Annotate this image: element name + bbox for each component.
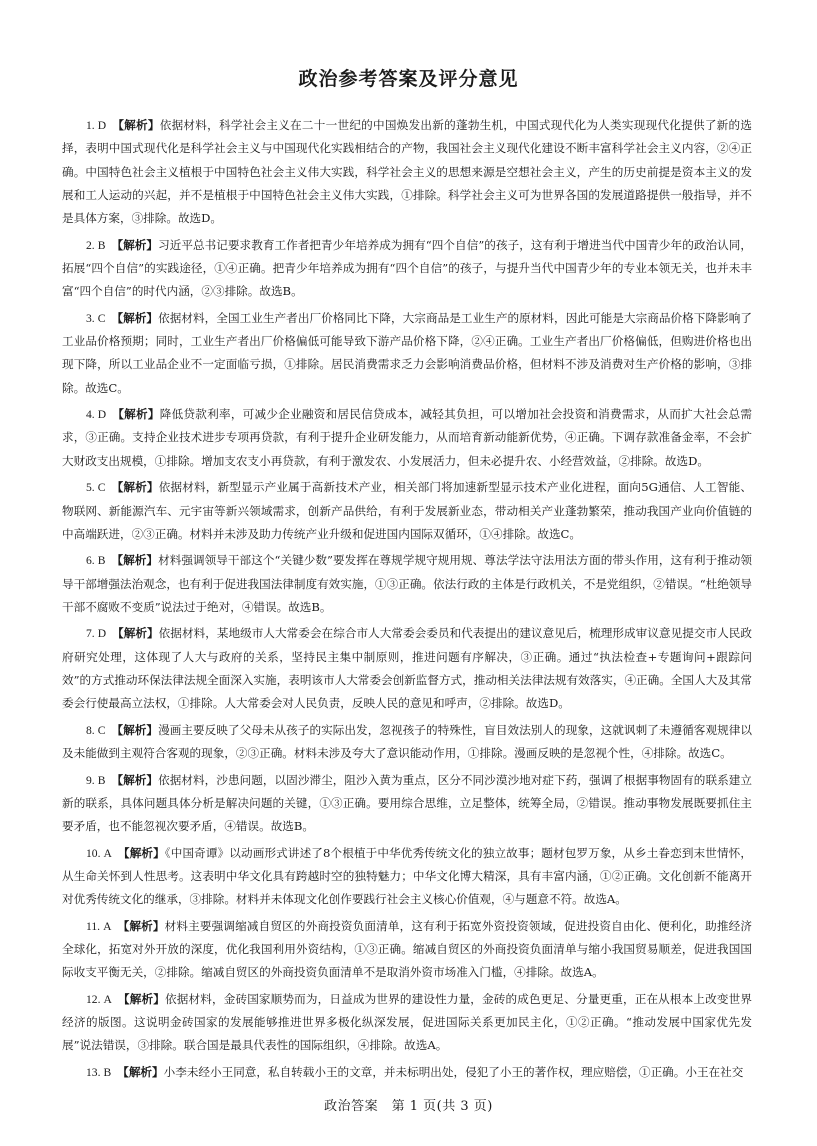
analysis-text: 依据材料，新型显示产业属于高新技术产业，相关部门将加速新型显示技术产业化进程，面向5G通信、人工智能、物联网、新能源汽车、元宇宙等新兴领域需求，创新产品供给，有利于发展新业态，带动相关产业蓬勃繁荣，推动我国产业向价值链的中高端跃进，②③正确。材料并未涉及助力传统产业升级和促进国内国际双循环，①④排除。故选C。 <box>62 480 752 541</box>
question-number: 10. <box>86 846 101 860</box>
analysis-tag: 【解析】 <box>117 845 165 860</box>
analysis-text: 降低贷款利率，可减少企业融资和居民信贷成本，减轻其负担，可以增加社会投资和消费需求，从而扩大社会总需求，③正确。支持企业技术进步专项再贷款，有利于提升企业研发能力，从而培育新动能新优势，④正确。下调存款准备金率，不会扩大财政支出规模，①排除。增加支农支小再贷款，有利于激发农、小发展活力，但未必提升农、小经营效益，②排除。故选D。 <box>62 407 752 468</box>
answer-list <box>62 114 752 1087</box>
analysis-tag: 【解析】 <box>112 407 160 422</box>
answer-item <box>62 622 752 715</box>
question-number: 1. <box>86 119 95 132</box>
answer-item <box>62 114 752 230</box>
answer-item <box>62 307 752 400</box>
answer-letter: C <box>97 481 106 495</box>
analysis-text: 依据材料，全国工业生产者出厂价格同比下降，大宗商品是工业生产的原材料，因此可能是大宗商品价格下降影响了工业品价格预期；同时，工业生产者出厂价格偏低可能导致下游产品价格下降，②④正确。工业生产者出厂价格偏低，但购进价格也出现下降，所以工业品企业不一定面临亏损，①排除。居民消费需求乏力会影响消费品价格，但材料不涉及消费对生产价格的影响，③排除。故选C。 <box>62 310 752 395</box>
analysis-text: 习近平总书记要求教育工作者把青少年培养成为拥有“四个自信”的孩子，这有利于增进当代中国青少年的政治认同，拓展“四个自信”的实践途径，①④正确。把青少年培养成为拥有“四个自信”的孩子，与提升当代中国青少年的专业本领无关，也并未丰富“四个自信”的时代内涵，②③排除。故选B。 <box>62 237 752 299</box>
analysis-text: 依据材料，科学社会主义在二十一世纪的中国焕发出新的蓬勃生机，中国式现代化为人类实现现代化提供了新的选择，表明中国式现代化是科学社会主义与中国现代化实践相结合的产物，我国社会主义现代化建设不断丰富科学社会主义内容，②④正确。中国特色社会主义植根于中国特色社会主义伟大实践，科学社会主义的思想来源是空想社会主义，产生的历史前提是资本主义的发展和工人运动的兴起，并不是植根于中国特色社会主义伟大实践，①排除。科学社会主义可为世界各国的发展道路提供一般指导，并不是具体方案，③排除。故选D。 <box>62 118 752 226</box>
answer-item <box>62 476 752 546</box>
answer-item <box>62 842 752 912</box>
analysis-tag: 【解析】 <box>111 310 159 325</box>
answer-letter: B <box>97 554 106 568</box>
page-footer: 政治答案 第 1 页(共 3 页) <box>324 1099 493 1114</box>
question-number: 8. <box>86 723 95 737</box>
analysis-text: 小李未经小王同意，私自转载小王的文章，并未标明出处，侵犯了小王的著作权，理应赔偿，①正确。小王在社交 <box>163 1064 744 1079</box>
question-number: 5. <box>86 481 95 495</box>
answer-letter: C <box>97 311 106 325</box>
analysis-text: 《中国奇谭》以动画形式讲述了8个根植于中华优秀传统文化的独立故事；题材包罗万象，从乡土眷恋到末世情怀，从生命关怀到人性思考。这表明中华文化具有跨越时空的独特魅力；中华文化博大精深，具有丰富内涵，①②正确。文化创新不能离开对优秀传统文化的继承，③排除。材料并未体现文化创作要践行社会主义核心价值观，④与题意不符。故选A。 <box>62 845 752 907</box>
analysis-text: 依据材料，沙患问题，以固沙滞尘，阻沙入黄为重点，区分不同沙漠沙地对症下药，强调了根据事物固有的联系建立新的联系，具体问题具体分析是解决问题的关键，①③正确。要用综合思维，立足整体，统筹全局，②错误。推动事物发展既要抓住主要矛盾，也不能忽视次要矛盾，④错误。故选B。 <box>62 772 752 834</box>
analysis-text: 材料主要强调缩减自贸区的外商投资负面清单，这有利于拓宽外资投资领域，促进投资自由化、便利化，助推经济全球化，拓宽对外开放的深度，优化我国利用外资结构，①③正确。缩减自贸区的外商投资负面清单与缩小我国贸易顺差，促进我国国际收支平衡无关，②排除。缩减自贸区的外商投资负面清单不是取消外资市场准入门槛，④排除。故选A。 <box>62 918 752 980</box>
page-title: 政治参考答案及评分意见 <box>298 68 519 90</box>
analysis-text: 材料强调领导干部这个“关键少数”要发挥在尊规学规守规用规、尊法学法守法用法方面的带头作用，这有利于推动领导干部增强法治观念，也有利于促进我国法律制度有效实施，①③正确。依法行政的主体是行政机关，不是党组织，②错误。“杜绝领导干部不腐败不变质”说法过于绝对，④错误。故选B。 <box>62 553 752 614</box>
analysis-tag: 【解析】 <box>111 722 159 737</box>
answer-letter: B <box>103 1065 112 1079</box>
question-number: 3. <box>86 311 95 325</box>
question-number: 4. <box>86 408 95 422</box>
answer-letter: B <box>97 773 106 787</box>
answer-item <box>62 549 752 619</box>
analysis-tag: 【解析】 <box>117 991 165 1006</box>
analysis-tag: 【解析】 <box>112 118 160 132</box>
answer-letter: A <box>103 846 112 860</box>
question-number: 2. <box>86 238 95 252</box>
analysis-text: 依据材料，金砖国家顺势而为，日益成为世界的建设性力量，金砖的成色更足、分量更重，正在从根本上改变世界经济的版图。这说明金砖国家的发展能够推进世界多极化纵深发展，促进国际关系更加民主化，①②正确。“推动发展中国家优先发展”说法错误，③排除。联合国是最具代表性的国际组织，④排除。故选A。 <box>62 991 752 1053</box>
analysis-tag: 【解析】 <box>117 1064 164 1079</box>
answer-letter: C <box>97 723 106 737</box>
analysis-tag: 【解析】 <box>112 626 159 641</box>
answer-letter: A <box>103 919 112 933</box>
answer-letter: D <box>97 627 107 641</box>
question-number: 12. <box>86 992 101 1006</box>
analysis-tag: 【解析】 <box>111 480 159 495</box>
answer-letter: D <box>97 119 107 132</box>
question-number: 13. <box>86 1065 101 1079</box>
answer-letter: D <box>97 408 107 422</box>
answer-item <box>62 719 752 766</box>
answer-item <box>62 403 752 473</box>
analysis-tag: 【解析】 <box>111 772 159 787</box>
question-number: 11. <box>86 919 101 933</box>
answer-item <box>62 1061 752 1084</box>
analysis-tag: 【解析】 <box>117 918 165 933</box>
answer-item <box>62 988 752 1058</box>
analysis-tag: 【解析】 <box>111 553 159 568</box>
question-number: 7. <box>86 627 95 641</box>
answer-item <box>62 234 752 304</box>
analysis-text: 依据材料，某地级市人大常委会在综合市人大常委会委员和代表提出的建议意见后，梳理形成审议意见提交市人民政府研究处理，这体现了人大与政府的关系，坚持民主集中制原则，推进问题有序解决，③正确。通过“执法检查+专题询问+跟踪问效”的方式推动环保法律法规全面深入实施，表明该市人大常委会创新监督方式，推动相关法律法规有效落实，④正确。全国人大及其常委会行使最高立法权，①排除。人大常委会对人民负责，反映人民的意见和呼声，②排除。故选D。 <box>62 626 752 711</box>
answer-letter: A <box>103 992 112 1006</box>
question-number: 9. <box>86 773 95 787</box>
answer-item <box>62 769 752 839</box>
analysis-tag: 【解析】 <box>111 237 159 252</box>
question-number: 6. <box>86 554 95 568</box>
answer-item <box>62 915 752 985</box>
analysis-text: 漫画主要反映了父母未从孩子的实际出发，忽视孩子的特殊性，盲目效法别人的现象，这就讽刺了未遵循客观规律以及未能做到主观符合客观的现象，②③正确。材料未涉及夸大了意识能动作用，①排除。漫画反映的是忽视个性，④排除。故选C。 <box>62 722 752 761</box>
answer-letter: B <box>97 238 106 252</box>
